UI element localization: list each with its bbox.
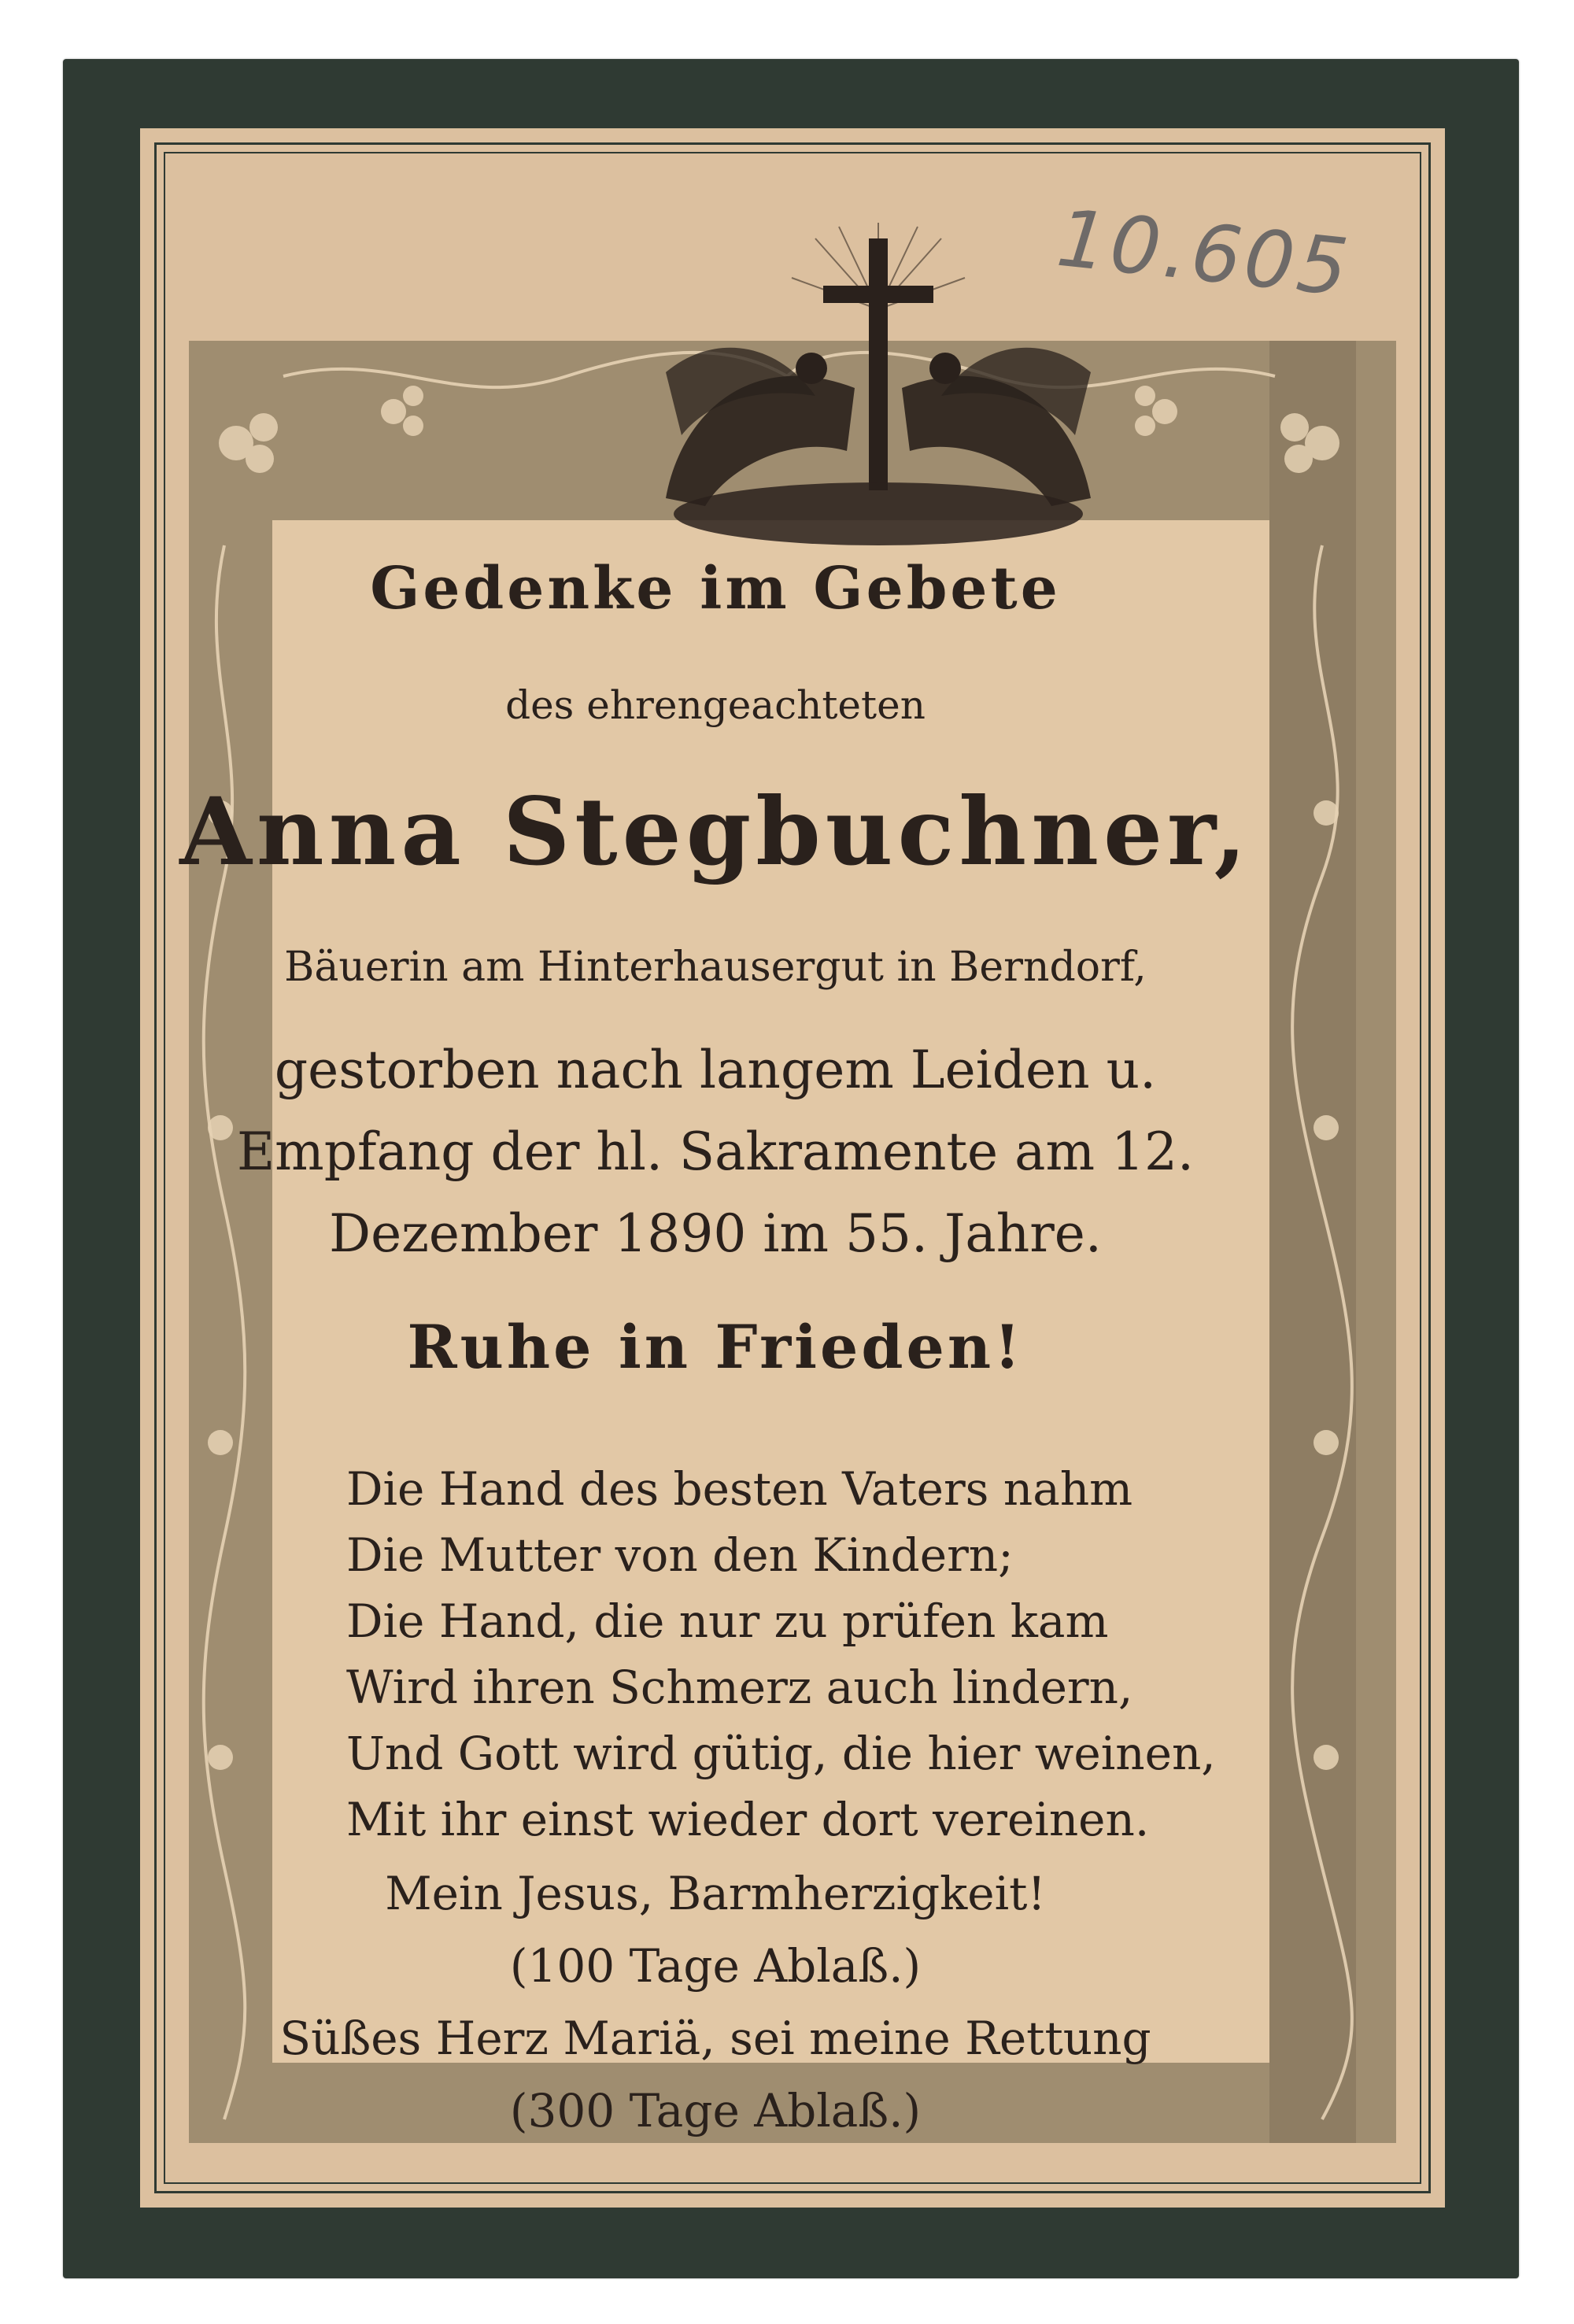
prayer-line: Süßes Herz Mariä, sei meine Rettung <box>279 2012 1151 2065</box>
prayer-line: Mein Jesus, Barmherzigkeit! <box>385 1867 1046 1920</box>
memorial-verse <box>346 1456 1369 1853</box>
deceased-name: Anna Stegbuchner, <box>179 777 1251 886</box>
heading-title: Gedenke im Gebete <box>370 555 1061 623</box>
verse-line: Und Gott wird gütig, die hier weinen, <box>346 1727 1216 1780</box>
death-line: Empfang der hl. Sakramente am 12. <box>237 1121 1194 1182</box>
verse-line: Die Mutter von den Kindern; <box>346 1528 1014 1582</box>
occupation-line: Bäuerin am Hinterhausergut in Berndorf, <box>284 944 1147 991</box>
verse-line: Die Hand des besten Vaters nahm <box>346 1462 1133 1516</box>
death-details <box>112 1029 1319 1275</box>
cross-with-angels-icon <box>634 215 1122 553</box>
heading-subtitle: des ehrengeachteten <box>505 682 926 728</box>
death-line: gestorben nach langem Leiden u. <box>274 1040 1157 1100</box>
memorial-card <box>63 59 1519 2278</box>
death-line: Dezember 1890 im 55. Jahre. <box>329 1203 1102 1264</box>
verse-line: Mit ihr einst wieder dort vereinen. <box>346 1793 1150 1846</box>
handwritten-annotation: 10.605 <box>1052 191 1355 315</box>
verse-line: Wird ihren Schmerz auch lindern, <box>346 1661 1133 1714</box>
verse-line: Die Hand, die nur zu prüfen kam <box>346 1594 1109 1648</box>
rest-in-peace: Ruhe in Frieden! <box>407 1312 1024 1382</box>
indulgence-line: (300 Tage Ablaß.) <box>509 2084 922 2137</box>
prayers <box>112 1857 1319 2147</box>
indulgence-line: (100 Tage Ablaß.) <box>509 1939 922 1993</box>
